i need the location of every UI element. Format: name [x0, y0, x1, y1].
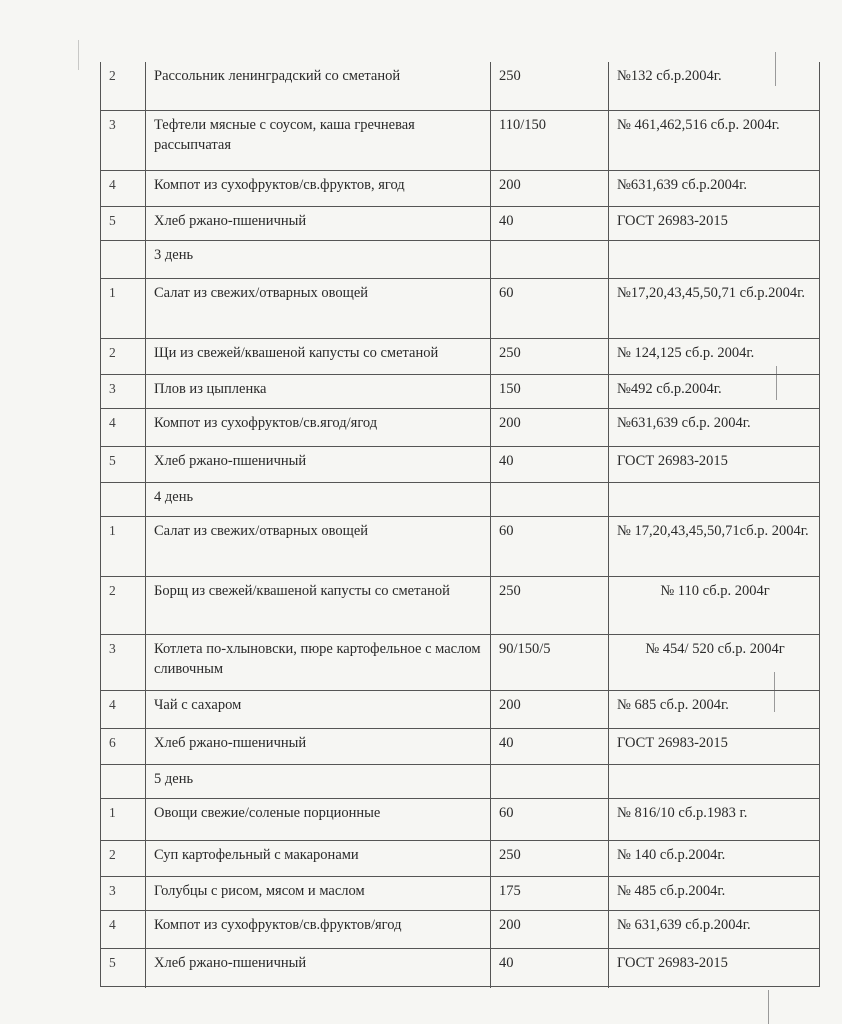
dish-name: Салат из свежих/отварных овощей [146, 517, 491, 576]
row-number: 3 [101, 877, 146, 910]
row-number [101, 483, 146, 516]
recipe-reference [609, 483, 819, 516]
table-row [101, 206, 819, 240]
recipe-reference: №17,20,43,45,50,71 сб.р.2004г. [617, 285, 806, 301]
dish-name: Хлеб ржано-пшеничный [146, 949, 491, 988]
table-row [101, 516, 819, 576]
table-row [101, 338, 819, 374]
portion-size: 40 [491, 949, 609, 988]
recipe-reference [609, 765, 819, 798]
table-row [101, 840, 819, 876]
portion-size: 90/150/5 [491, 635, 609, 690]
row-number: 3 [101, 111, 146, 170]
dish-name: Голубцы с рисом, мясом и маслом [146, 877, 491, 910]
dish-name: Компот из сухофруктов/св.фруктов/ягод [146, 911, 491, 948]
row-number: 5 [101, 949, 146, 988]
dish-name: Рассольник ленинградский со сметаной [146, 62, 491, 110]
portion-size: 175 [491, 877, 609, 910]
recipe-reference: ГОСТ 26983-2015 [617, 955, 728, 971]
day-label: 4 день [146, 483, 491, 516]
portion-size: 200 [491, 911, 609, 948]
dish-name: Хлеб ржано-пшеничный [146, 447, 491, 482]
dish-name: Щи из свежей/квашеной капусты со сметаной [146, 339, 491, 374]
dish-name: Овощи свежие/соленые порционные [146, 799, 491, 840]
recipe-reference: ГОСТ 26983-2015 [617, 213, 728, 229]
recipe-reference: №132 сб.р.2004г. [617, 68, 722, 84]
dish-name: Хлеб ржано-пшеничный [146, 729, 491, 764]
table-row [101, 110, 819, 170]
portion-size: 60 [491, 517, 609, 576]
recipe-reference: ГОСТ 26983-2015 [617, 735, 728, 751]
recipe-reference: № 816/10 сб.р.1983 г. [617, 805, 748, 821]
day-label: 5 день [146, 765, 491, 798]
row-number: 5 [101, 207, 146, 240]
row-number: 1 [101, 279, 146, 338]
recipe-reference: №631,639 сб.р. 2004г. [617, 415, 751, 431]
dish-name: Салат из свежих/отварных овощей [146, 279, 491, 338]
row-number: 2 [101, 841, 146, 876]
recipe-reference: ГОСТ 26983-2015 [617, 453, 728, 469]
recipe-reference: № 631,639 сб.р.2004г. [617, 917, 751, 933]
row-number: 2 [101, 62, 146, 110]
portion-size: 250 [491, 577, 609, 634]
row-number: 2 [101, 577, 146, 634]
row-number: 5 [101, 447, 146, 482]
row-number: 1 [101, 799, 146, 840]
portion-size: 40 [491, 207, 609, 240]
dish-name: Тефтели мясные с соусом, каша гречневая рассыпчатая [146, 111, 491, 170]
portion-size: 200 [491, 691, 609, 728]
portion-size: 40 [491, 729, 609, 764]
row-number: 1 [101, 517, 146, 576]
recipe-reference: № 454/ 520 сб.р. 2004г [645, 641, 785, 657]
recipe-reference: № 140 сб.р.2004г. [617, 847, 726, 863]
portion-size: 40 [491, 447, 609, 482]
row-number: 2 [101, 339, 146, 374]
portion-size [491, 241, 609, 278]
dish-name: Чай с сахаром [146, 691, 491, 728]
row-number: 4 [101, 409, 146, 446]
day-header-row [101, 240, 819, 278]
table-row [101, 446, 819, 482]
row-number: 6 [101, 729, 146, 764]
day-header-row [101, 482, 819, 516]
row-number: 4 [101, 911, 146, 948]
recipe-reference: № 685 сб.р. 2004г. [617, 697, 729, 713]
dish-name: Компот из сухофруктов/св.фруктов, ягод [146, 171, 491, 206]
day-label: 3 день [146, 241, 491, 278]
table-row [101, 728, 819, 764]
dish-name: Котлета по-хлыновски, пюре картофельное с маслом сливочным [146, 635, 491, 690]
table-row [101, 798, 819, 840]
day-header-row [101, 764, 819, 798]
recipe-reference: № 17,20,43,45,50,71сб.р. 2004г. [617, 523, 809, 539]
table-row [101, 278, 819, 338]
row-number [101, 241, 146, 278]
portion-size: 60 [491, 279, 609, 338]
dish-name: Компот из сухофруктов/св.ягод/ягод [146, 409, 491, 446]
dish-name: Борщ из свежей/квашеной капусты со сметаной [146, 577, 491, 634]
portion-size: 60 [491, 799, 609, 840]
portion-size: 150 [491, 375, 609, 408]
dish-name: Плов из цыпленка [146, 375, 491, 408]
table-row [101, 910, 819, 948]
dish-name: Суп картофельный с макаронами [146, 841, 491, 876]
portion-size: 250 [491, 62, 609, 110]
portion-size: 200 [491, 171, 609, 206]
portion-size: 110/150 [491, 111, 609, 170]
row-number: 4 [101, 171, 146, 206]
portion-size: 250 [491, 339, 609, 374]
recipe-reference: № 461,462,516 сб.р. 2004г. [617, 117, 780, 133]
table-row [101, 408, 819, 446]
portion-size: 250 [491, 841, 609, 876]
portion-size [491, 765, 609, 798]
scan-mark [768, 990, 769, 1024]
row-number: 3 [101, 375, 146, 408]
table-row [101, 634, 819, 690]
table-row [101, 62, 819, 110]
recipe-reference: №631,639 сб.р.2004г. [617, 177, 748, 193]
row-number: 4 [101, 691, 146, 728]
recipe-reference [609, 241, 819, 278]
recipe-reference: № 110 сб.р. 2004г [660, 583, 770, 599]
table-row [101, 170, 819, 206]
dish-name: Хлеб ржано-пшеничный [146, 207, 491, 240]
menu-table [100, 62, 820, 987]
recipe-reference: № 124,125 сб.р. 2004г. [617, 345, 755, 361]
scan-mark [78, 40, 79, 70]
row-number [101, 765, 146, 798]
recipe-reference: №492 сб.р.2004г. [617, 381, 722, 397]
table-row [101, 690, 819, 728]
table-row [101, 374, 819, 408]
portion-size [491, 483, 609, 516]
table-row [101, 576, 819, 634]
row-number: 3 [101, 635, 146, 690]
portion-size: 200 [491, 409, 609, 446]
table-row [101, 876, 819, 910]
table-row [101, 948, 819, 988]
recipe-reference: № 485 сб.р.2004г. [617, 883, 726, 899]
